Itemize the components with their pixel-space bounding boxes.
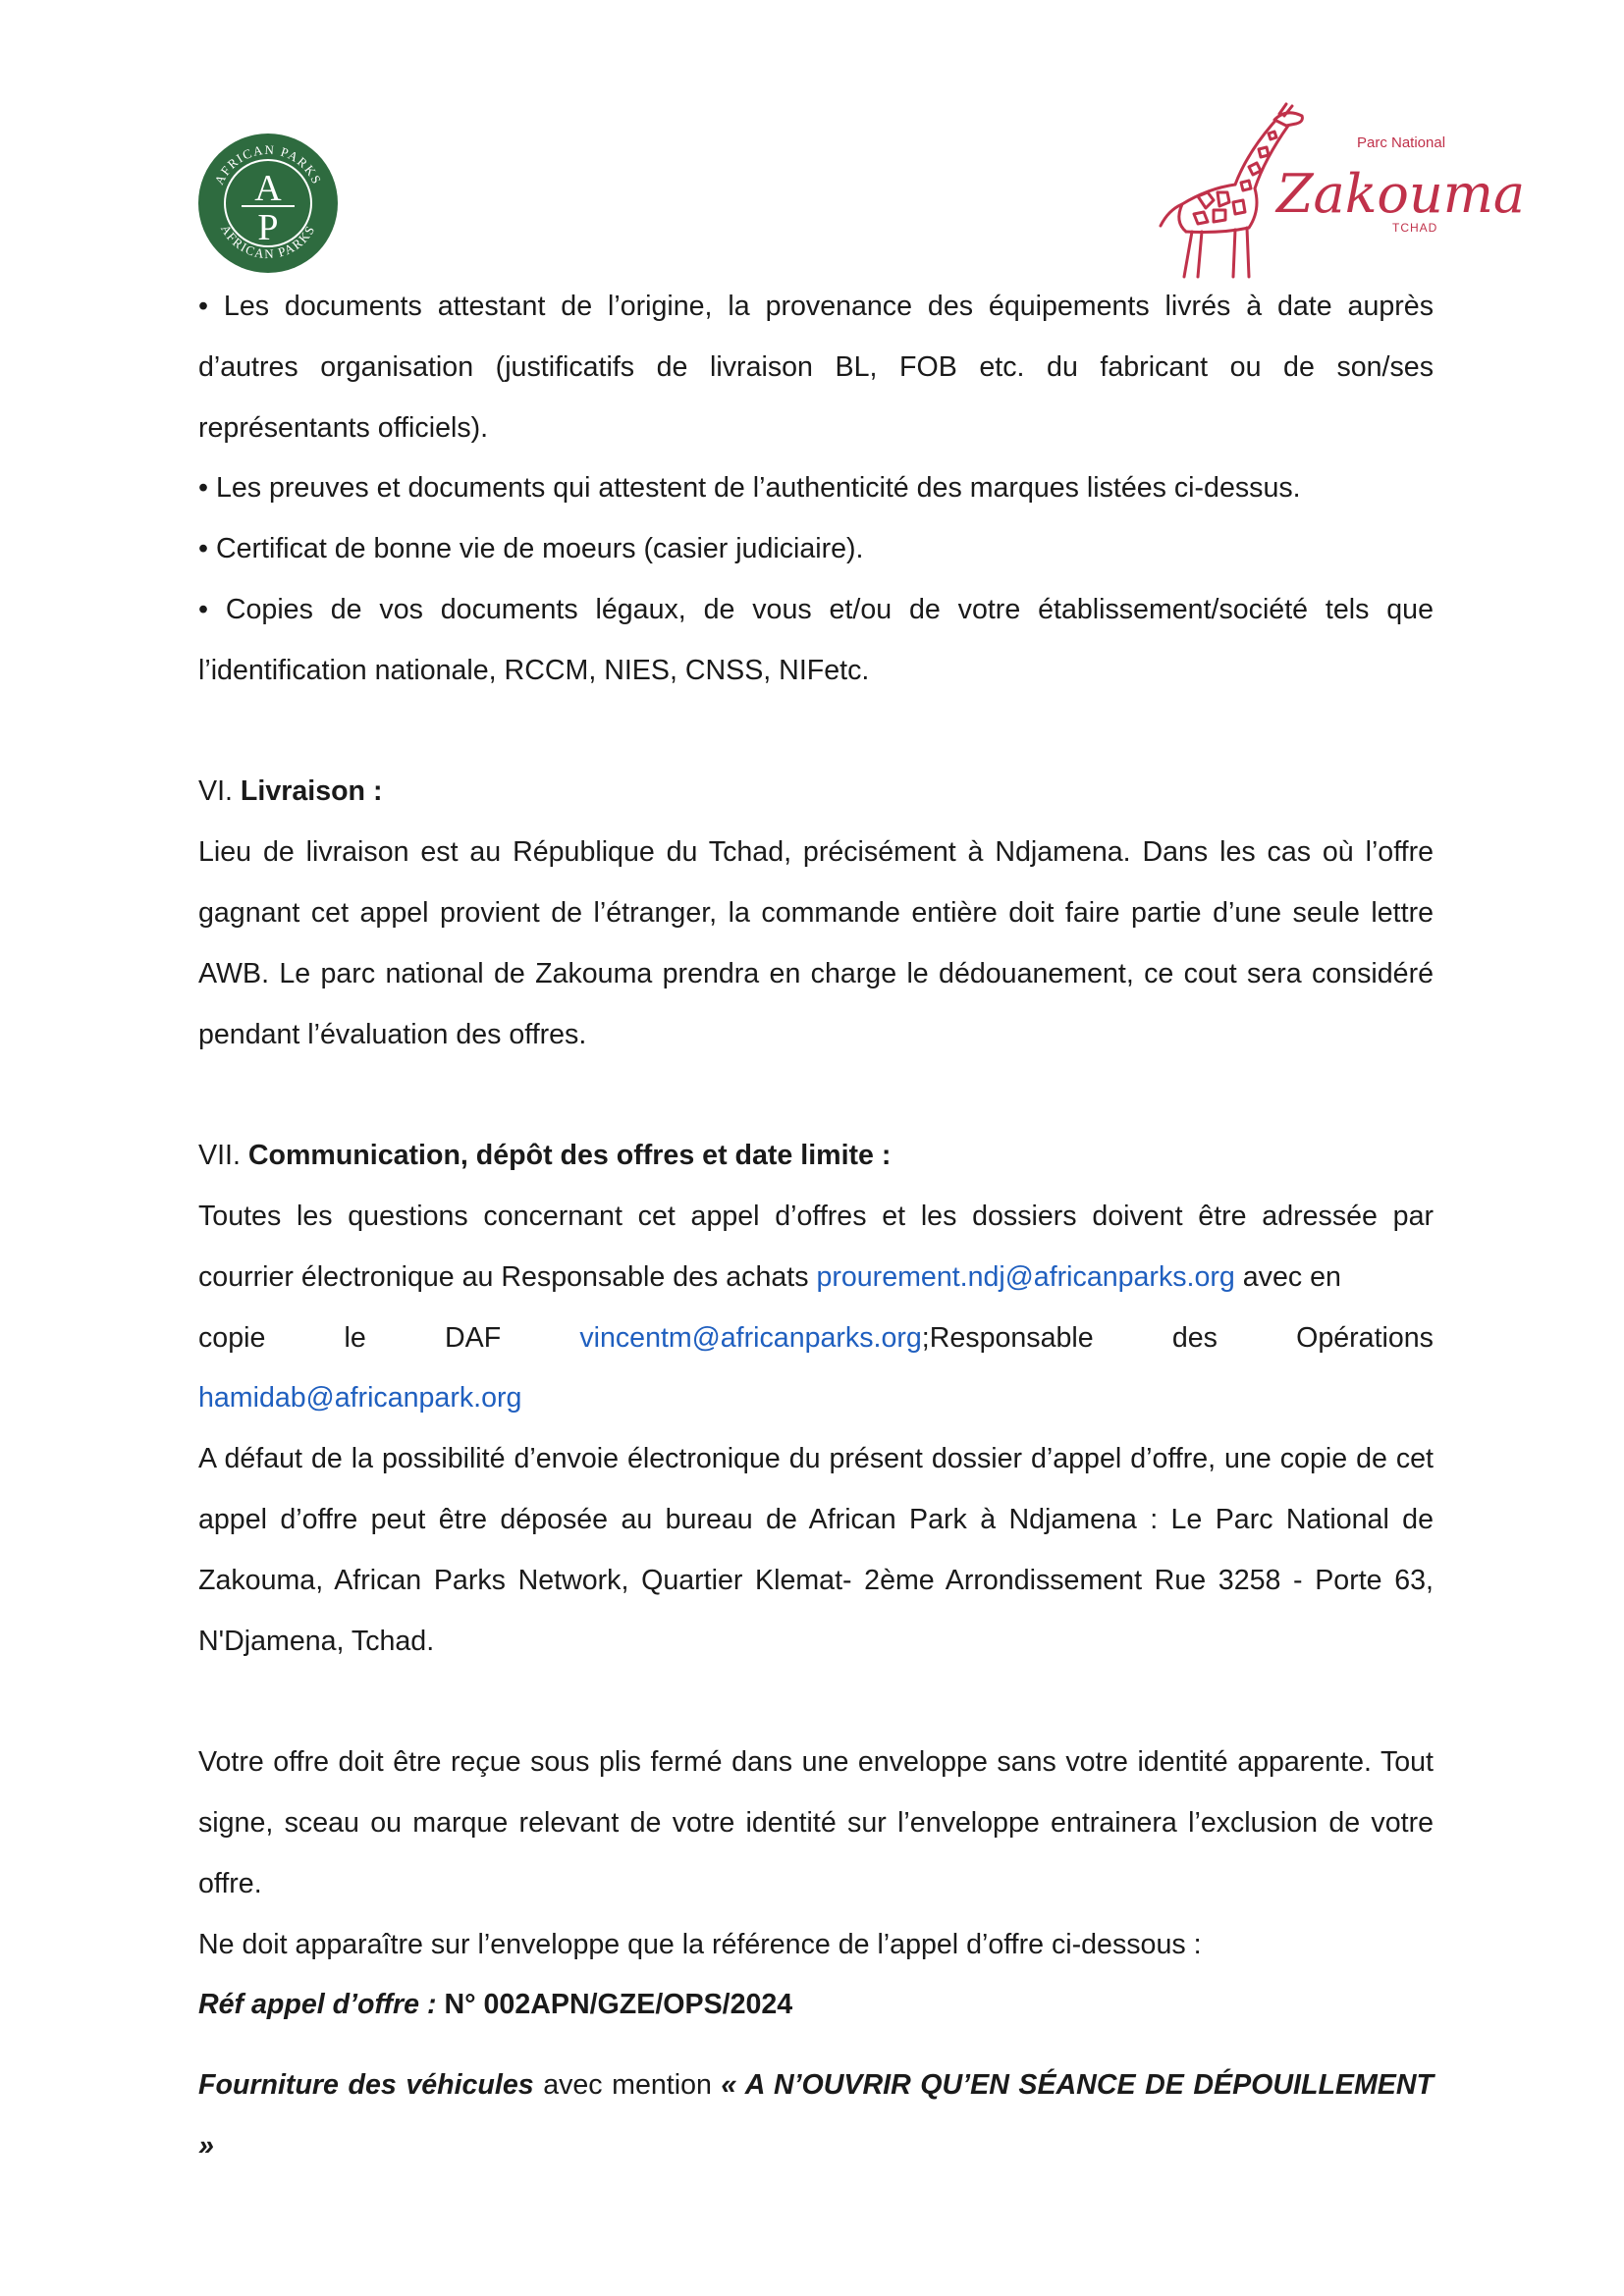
- ops-email-link[interactable]: hamidab@africanpark.org: [198, 1382, 522, 1415]
- spacer: [198, 2036, 1434, 2056]
- procurement-email-link[interactable]: prourement.ndj@africanparks.org: [816, 1260, 1235, 1293]
- tender-reference-label: Réf appel d’offre :: [198, 1989, 445, 2021]
- spacer: [198, 1065, 1434, 1126]
- after-daf-text: ;Responsable: [921, 1321, 1094, 1354]
- section-6-title: Livraison :: [240, 775, 383, 808]
- spacer: [198, 702, 1434, 763]
- daf-email-group: [579, 1308, 1093, 1369]
- mention-connector: avec mention: [533, 2069, 722, 2102]
- copy-word: des: [1171, 1321, 1218, 1354]
- contact-paragraph: [198, 1187, 1434, 1308]
- copy-word: le: [344, 1321, 366, 1354]
- bullet-brand-authenticity: • Les preuves et documents qui attestent de l’authenticité des marques listées ci-dessus.: [198, 472, 1301, 505]
- ops-email-line: [198, 1368, 1434, 1429]
- spacer: [198, 1672, 1434, 1733]
- zakouma-small-text: Parc National: [1357, 134, 1446, 151]
- zakouma-logo: [1139, 94, 1526, 283]
- bullet-conduct-certificate: • Certificat de bonne vie de moeurs (casier judiciaire).: [198, 533, 864, 565]
- document-body: [198, 277, 1434, 2177]
- copy-word: Opérations: [1296, 1321, 1434, 1354]
- contact-intro: Toutes les questions concernant cet appel d’offres et les dossiers doivent être adressée par courrier électronique au Responsable des achats: [198, 1200, 1434, 1293]
- contact-after-email: avec en: [1234, 1260, 1341, 1293]
- tender-reference: [198, 1975, 1434, 2036]
- delivery-address-paragraph: A défaut de la possibilité d’envoie électronique du présent dossier d’appel d’offre, une copie de cet appel d’offre peut être déposée au bureau de African Park à Ndjamena : Le Parc National de Zakouma, African Parks Network, Quartier Klemat- 2ème Arrondissement Rue 3258 - Porte 63, N'Djamena, Tchad.: [198, 1443, 1434, 1657]
- envelope-mention: [198, 2056, 1434, 2177]
- opening-mention: « A N’OUVRIR QU’EN SÉANCE DE DÉPOUILLEMENT »: [198, 2069, 1434, 2162]
- bullet-legal-documents: • Copies de vos documents légaux, de vous et/ou de votre établissement/société tels que l’identification nationale, RCCM, NIES, CNSS, NIFetc.: [198, 593, 1434, 686]
- african-parks-logo: [196, 130, 340, 277]
- zakouma-name: Zakouma: [1276, 163, 1526, 225]
- section-7-heading: [198, 1126, 1434, 1187]
- daf-email-link[interactable]: vincentm@africanparks.org: [579, 1321, 922, 1354]
- sealed-envelope-paragraph: Votre offre doit être reçue sous plis fermé dans une enveloppe sans votre identité apparente. Tout signe, sceau ou marque relevant de votre identité sur l’enveloppe entrainera l’exclusion de votre offre.: [198, 1746, 1434, 1899]
- bullet-origin-documents: • Les documents attestant de l’origine, la provenance des équipements livrés à date auprès d’autres organisation (justificatifs de livraison BL, FOB etc. du fabricant ou de son/ses représentants officiels).: [198, 291, 1434, 444]
- section-7-title: Communication, dépôt des offres et date limite :: [247, 1140, 892, 1172]
- ap-ring-text-top: AFRICAN PARKS: [211, 141, 325, 187]
- tender-reference-value: N° 002APN/GZE/OPS/2024: [444, 1989, 793, 2021]
- copy-word: DAF: [444, 1321, 502, 1354]
- envelope-reference-instruction: Ne doit apparaître sur l’enveloppe que la référence de l’appel d’offre ci-dessous :: [198, 1928, 1202, 1960]
- zakouma-country: TCHAD: [1392, 221, 1438, 235]
- section-6-heading: [198, 762, 1434, 823]
- ap-ring-text-bottom: AFRICAN PARKS: [218, 222, 318, 262]
- section-6-number: VI.: [198, 775, 241, 808]
- ap-letter-a: A: [254, 168, 282, 209]
- contact-copy-line: [198, 1308, 1434, 1369]
- supply-label: Fourniture des véhicules: [198, 2069, 534, 2102]
- copy-word: copie: [198, 1321, 266, 1354]
- section-6-body: Lieu de livraison est au République du Tchad, précisément à Ndjamena. Dans les cas où l’offre gagnant cet appel provient de l’étranger, la commande entière doit faire partie d’une seule lettre AWB. Le parc national de Zakouma prendra en charge le dédouanement, ce cout sera considéré pendant l’évaluation des offres.: [198, 836, 1434, 1050]
- ap-letter-p: P: [257, 207, 279, 248]
- section-7-number: VII.: [198, 1140, 248, 1172]
